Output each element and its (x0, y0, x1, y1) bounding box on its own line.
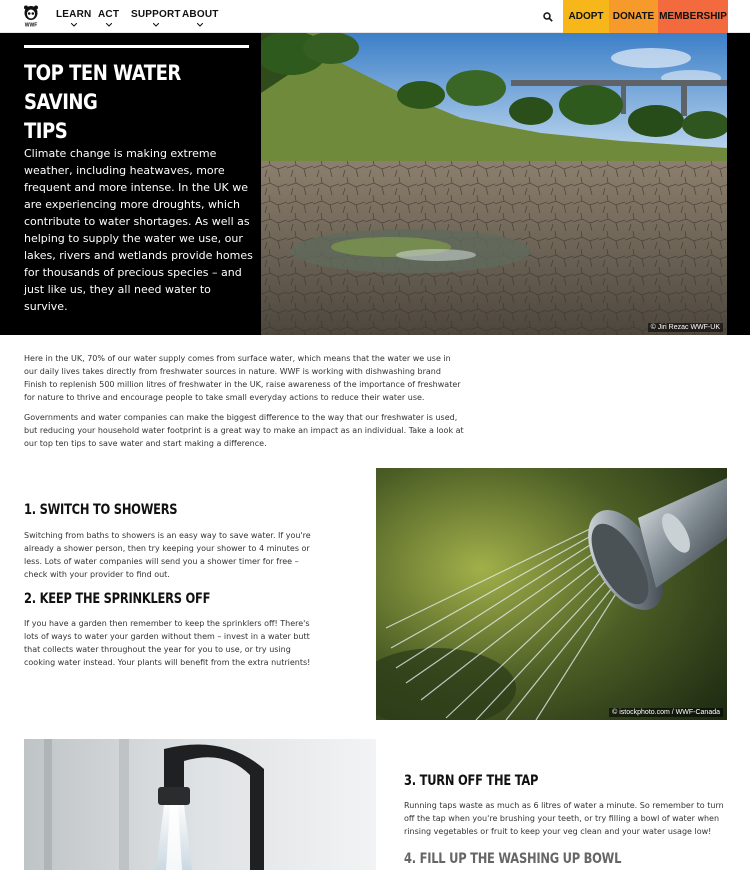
photo-credit: © istockphoto.com / WWF-Canada (609, 708, 723, 717)
membership-button[interactable]: MEMBERSHIP (658, 0, 728, 33)
hero-divider (24, 45, 249, 48)
chevron-down-icon (197, 23, 203, 27)
chevron-down-icon (106, 23, 112, 27)
drought-riverbed-photo (261, 33, 727, 335)
kitchen-tap-photo (24, 739, 376, 870)
tip-text: If you have a garden then remember to keep the sprinklers off! There's lots of ways to water your garden without them – invest in a water butt that collects water throughout the year for you to use, or try using cooking water instead. Your plants will benefit from the extra nutrients! (24, 619, 311, 667)
page-title-line: TIPS (24, 119, 68, 143)
page-title (24, 59, 222, 146)
photo-credit: © Jiri Rezac WWF-UK (648, 323, 723, 332)
search-icon (543, 12, 553, 22)
search-button[interactable] (533, 0, 563, 33)
nav-item-learn[interactable] (56, 9, 91, 20)
intro-paragraph: Here in the UK, 70% of our water supply comes from surface water, which means that the water we use in our daily lives takes directly from freshwater sources in nature. WWF is working with dishwashing brand Finish to replenish 500 million litres of freshwater in the UK, raise awareness of the importance of freshwater for nature to thrive and encourage people to take small everyday actions to reduce their water use. (24, 354, 461, 402)
page-title-line: TOP TEN WATER SAVING (24, 61, 181, 114)
tip-text: Switching from baths to showers is an easy way to save water. If you're already a shower person, then try keeping your shower to 4 minutes or less. Lots of water companies will send you a shower timer for free – check with your provider to find out. (24, 531, 311, 579)
panda-logo-icon[interactable] (22, 4, 40, 28)
nav-item-about[interactable] (182, 9, 219, 20)
tip-text: Running taps waste as much as 6 litres of water a minute. So remember to turn off the tap when you're brushing your teeth, or try filling a bowl of water when rinsing vegetables or fruit to keep your veg clean and your water usage low! (404, 801, 724, 836)
logo-text: WWF (24, 22, 38, 28)
nav-item-label: ABOUT (182, 9, 219, 20)
tip-heading: 1. SWITCH TO SHOWERS (24, 502, 178, 518)
intro-paragraph: Governments and water companies can make the biggest difference to the way that our freshwater is used, but reducing your household water footprint is a great way to make an impact as an individual. Take a look at our top ten tips to save water and start making a difference. (24, 413, 464, 448)
nav-item-label: ACT (98, 9, 120, 20)
tip-heading: 3. TURN OFF THE TAP (404, 773, 539, 789)
tip-heading: 4. FILL UP THE WASHING UP BOWL (404, 851, 622, 867)
adopt-button[interactable]: ADOPT (563, 0, 609, 33)
top-nav (0, 0, 750, 33)
shower-head-photo (376, 468, 727, 720)
nav-item-label: LEARN (56, 9, 92, 20)
donate-button[interactable]: DONATE (609, 0, 658, 33)
nav-item-support[interactable] (131, 9, 181, 20)
chevron-down-icon (153, 23, 159, 27)
tip-heading: 2. KEEP THE SPRINKLERS OFF (24, 591, 211, 607)
chevron-down-icon (71, 23, 77, 27)
hero-section (0, 33, 750, 335)
nav-item-label: SUPPORT (131, 9, 181, 20)
hero-description: Climate change is making extreme weather, including heatwaves, more frequent and more intense. In the UK we are experiencing more droughts, which contribute to water shortages. As well as helping to supply the water we use, our lakes, rivers and wetlands provide homes for thousands of precious species – and just like us, they all need water to survive. (24, 147, 253, 313)
nav-item-act[interactable] (98, 9, 119, 20)
